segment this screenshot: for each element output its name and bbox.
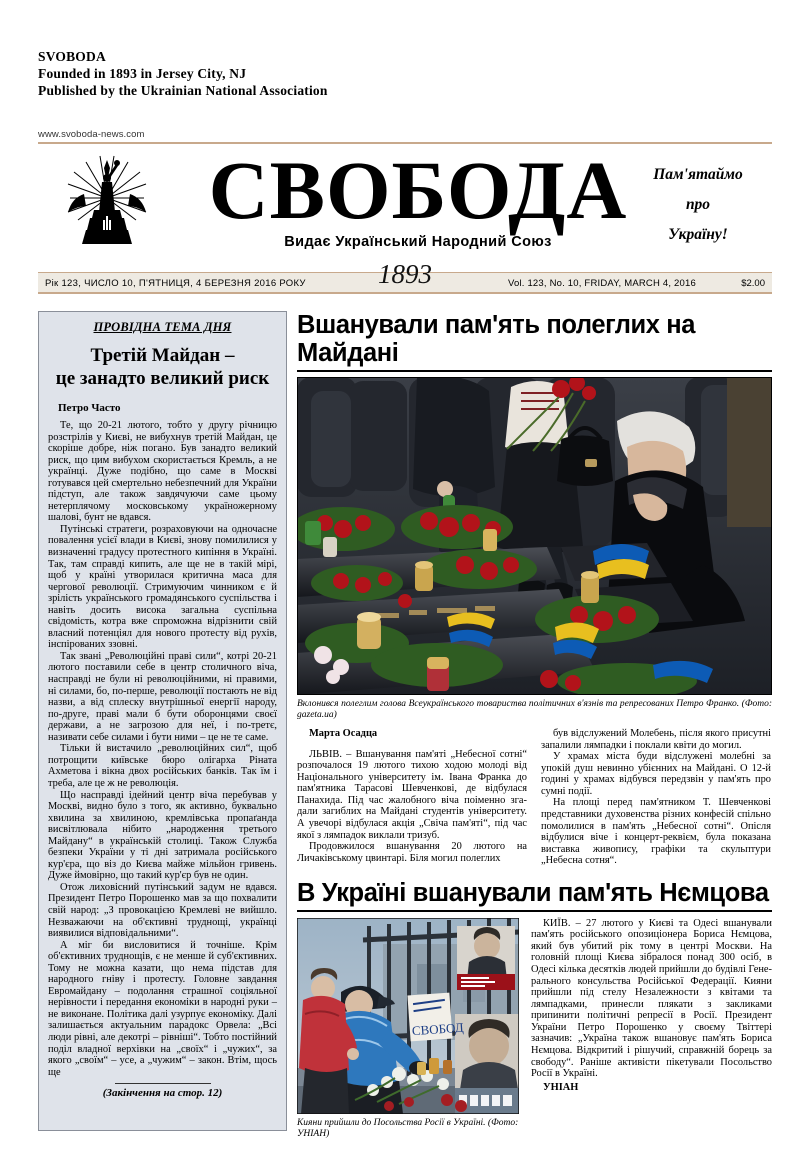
publication-publisher: Published by the Ukrainian National Association [38, 83, 328, 98]
lower-article-paragraph: КИЇВ. – 27 лютого у Києві та Одесі вшанували пам'ять російського опозиціонера Бориса Нємцова, який був убитий рік тому в центрі Москви. На головній площі Києва зібралося понад 300 осіб, в Одесі кілька десятків людей прийшли до будівлі Генерального консульства Російської Федерації. Кияни прийшли під стелу Незалежности з квітами та лямпадками, принесли плякати з закликами припинити політичні репресії в Росії. Президент України Петро Порошенко у своєму Твіттері зазначив: „Україна також вшановує пам'ять Бориса Нємцова. Відкритий і рішучий, справжній борець за свободу“. Раніше активісти пікетували Посольство Росії в Україні. [531, 917, 772, 1080]
main-photo-caption: Вклонився полеглим голова Всеукраїнського товариства політичних в'язнів та репресованих Петро Франко. (Фото: gazeta.ua) [297, 698, 772, 720]
editorial-paragraph: Путінські стратеги, розраховуючи на одночасне повалення усієї влади в Києві, знову помилилися у визначенні градусу протестного кипіння в Україні. Так, там справді кипить, але ще не в такій мірі, щоб у країні утворилася критична маса для чергової революції. Стримуючим чинником є й зрілість українського громадянського суспільства і навіть досить висока загальна суспільна свідомість, котра вже спроможна відрізнити свій власний потенціял для нового протесту від рухів, інспірованих ззовні. [48, 523, 277, 651]
masthead-slogan [628, 160, 768, 250]
lower-headline-underline-rule [297, 910, 772, 912]
editorial-paragraph: Так звані „Революційні праві сили“, котрі 20-21 лютого поставили себе в центр столичного віча, насправді не були ні революційними, ні правими, ні силами, бо, по-перше, революції постають не від назви, а від сплеску внутрішньої енергії народу, по-друге, праві мали б бути оборонцями своєї держави, а не загрозою для неї, і по-третє, називати себе силами і бути ними – це не те саме. [48, 650, 277, 743]
editorial-divider [115, 1083, 211, 1084]
masthead-title: СВОБОДА [208, 144, 628, 236]
main-article-column-right [541, 728, 771, 867]
main-article-headline[interactable]: Вшанували пам'ять полеглих на Майдані [297, 311, 696, 367]
slogan-line-3: Україну! [668, 226, 728, 243]
russian-embassy-protest-photo [297, 918, 519, 1114]
issue-price: $2.00 [741, 278, 765, 289]
editorial-headline-line-1: Третій Майдан – [90, 345, 235, 366]
main-article-area [297, 311, 772, 1139]
lower-article-body [297, 918, 772, 1140]
main-article-paragraph: У храмах міста буди відслужені молебні за упокій душ невинно убієнних на Майдані. О 12-й годині у храмах відбувся передзвін у пам'ять про сумні події. [541, 751, 771, 797]
lower-article-column [531, 918, 772, 1140]
statue-of-liberty-emblem [64, 154, 150, 250]
main-article-column-left [297, 728, 527, 867]
dateline-bar [38, 259, 772, 294]
dateline-ukrainian: Рік 123, ЧИСЛО 10, П'ЯТНИЦЯ, 4 БЕРЕЗНЯ 2016 РОКУ [45, 278, 306, 289]
editorial-headline [48, 344, 277, 390]
slogan-line-1: Пам'ятаймо [653, 166, 743, 183]
editorial-headline-line-2: це занадто великий риск [55, 368, 270, 389]
lower-article-headline[interactable]: В Україні вшанували пам'ять Нємцова [297, 879, 769, 908]
main-article-paragraph: Продовжилося вшанування 20 лютого на Личаківському цвинтарі. Біля могил полеглих [297, 841, 527, 864]
masthead-title-block [158, 144, 678, 250]
main-article-paragraph: ЛЬВІВ. – Вшанування пам'яті „Небесної сотні“ розпочалося 19 лютого тихою ходою молоді від Національного університету ім. Івана Франка до пам'ятника Тарасові Шевченкові, де відбулася Панахида. Під час жалобного віча поіменно згадали загиблих на Майдані студентів університету. А увечорі відбулася акція „Свіча пам'яті“, під час якої з лямпадок виклали тризуб. [297, 748, 527, 841]
masthead [38, 144, 772, 268]
main-article-paragraph: На площі перед пам'ятником Т. Шевченкові представники духовенства різних конфесій спільно помолилися в пам'ять „Небесної сотні“. Опісля відбулися віче і концерт-реквієм, була показана виставка живопису, графіки та скульптури „Небесна сотня“. [541, 797, 771, 867]
slogan-line-2: про [685, 196, 711, 213]
editorial-paragraph: Отож лиховісний путінський задум не вдався. Президент Петро Порошенко мав за що похвалити свій народ: „З провокацією Кремлеві не вийшло. Незважаючи на об'єктивні труднощі, українці виявилися відповідальними“. [48, 881, 277, 940]
masthead-subtitle: Видає Український Народний Союз [284, 234, 552, 250]
lower-photo-block [297, 918, 519, 1140]
headline-underline-rule [297, 370, 772, 372]
editorial-byline: Петро Часто [58, 402, 121, 414]
editorial-paragraph: А міг би висловитися й точніше. Крім об'єктивних труднощів, є не менше й суб'єктивних. Тому не можна казати, що нема підстав для народного гніву і протесту. Головне завдання Евромайдану – подолання страшної соціяльної нерівности і передання економіки в народні руки – не виконане. Політика далі узурпує економіку. Далі залишається актуальним парадокс Орвела: „Всі люди рівні, але декотрі – рівніші“. Тобто постійний поділ владної верхівки на „своїх“ і „чужих“, за якого „своїм“ – усе, а „чужим“ – закон. Втім, щось ще [48, 939, 277, 1078]
main-article-paragraph: був відслужений Молебень, після якого присутні запалили лямпадки і поклали квіти до могил. [541, 727, 771, 751]
editorial-paragraph: Що насправді ідейний центр віча перебував у Москві, видно було з того, як активно, буквально хвилина за хвилиною, кремлівська пропаґанда висвітлювала нібито „народження третього Майдану“ в українській столиці. Також Служба безпеки України у ті дні затримала російського кур'єра, що віз до Києва майже мільйон гривень. Дуже ймовірно, що такий кур'єр був не один. [48, 789, 277, 882]
founding-year-mark: 1893 [378, 259, 432, 289]
editorial-kicker: ПРОВІДНА ТЕМА ДНЯ [93, 320, 232, 334]
lower-article-header [297, 879, 772, 912]
main-article-columns [297, 728, 772, 867]
publication-name: SVOBODA [38, 49, 106, 64]
maidan-memorial-graves-photo [297, 377, 772, 695]
dateline-english: Vol. 123, No. 10, FRIDAY, MARCH 4, 2016 [507, 278, 696, 289]
svg-text:СВОБОД: СВОБОД [411, 1019, 465, 1038]
editorial-paragraph: Тільки й вистачило „революційних сил“, щоб потрощити київське бюро олігарха Ріната Ахметова і вікна двох російських банків. Так їм і треба, але це ж не революція. [48, 743, 277, 789]
main-article-byline: Марта Осадца [309, 727, 378, 739]
lower-article-signoff: УНІАН [543, 1081, 579, 1093]
editorial-paragraph: Те, що 20-21 лютого, тобто у другу річницю розстрілів у Києві, не вибухнув третій Майдан, це скоріше добре, ніж погано. Був занадто великий риск, що цим вибухом скористається Кремль, а не українці. Дуже подібно, що саме в Москві готувався цей смертельно небезпечний для України підступ, але також завдячуючи саме цьому нетерплячому московському україножерному шалові, бунт не вдався. [48, 420, 277, 524]
publication-founded: Founded in 1893 in Jersey City, NJ [38, 66, 247, 81]
website-url[interactable]: www.svoboda-news.com [38, 129, 145, 140]
lower-photo-caption: Кияни прийшли до Посольства Росії в Україні. (Фото: УНІАН) [297, 1117, 519, 1139]
publication-info-block [0, 0, 810, 99]
editorial-continued-note[interactable]: (Закінчення на стор. 12) [102, 1087, 223, 1100]
content-area [38, 311, 772, 1139]
editorial-column [38, 311, 287, 1131]
editorial-body [48, 420, 277, 1078]
